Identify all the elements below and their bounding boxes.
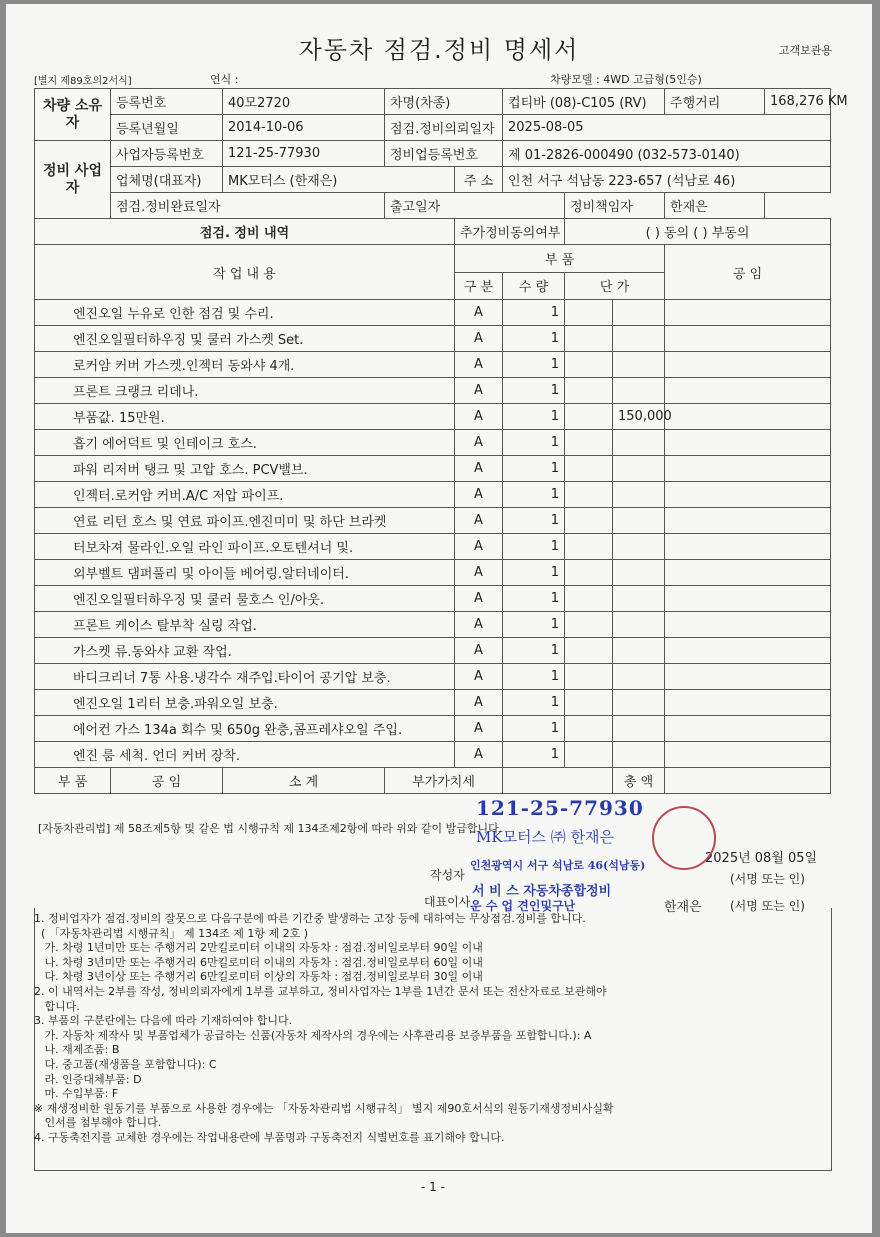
company-value: MK모터스 (한재은) bbox=[223, 167, 455, 193]
item-type: A bbox=[455, 690, 503, 716]
labor-header: 공 임 bbox=[665, 245, 831, 300]
item-qty: 1 bbox=[503, 638, 565, 664]
item-qty: 1 bbox=[503, 664, 565, 690]
address-value: 인천 서구 석남동 223-657 (석남로 46) bbox=[503, 167, 831, 193]
item-qty: 1 bbox=[503, 586, 565, 612]
table-row bbox=[35, 430, 831, 456]
page-number: - 1 - bbox=[421, 1180, 445, 1194]
item-total bbox=[613, 378, 665, 404]
reg-no-label: 등록번호 bbox=[111, 89, 223, 115]
table-row bbox=[35, 586, 831, 612]
item-description: 프론트 크랭크 리데나. bbox=[35, 378, 455, 404]
notes-text: 1. 정비업자가 점검.정비의 잘못으로 다음구분에 따른 기간중 발생하는 고장 등에 대하여는 무상점검.정비를 합니다. ( 「자동차관리법 시행규칙」 제 134조 제 1항 제 2호 ) 가. 차령 1년미만 또는 주행거리 2만킬로미터 이내의 자동차 : 점검.정비일로부터 90일 이내 나. 차령 3년미만 또는 주행거리 6만킬로미터 이내의 자동차 : 점검.정비일로부터 60일 이내 다. 차령 3년이상 또는 주행거리 6만킬로미터 이상의 자동차 : 점검.정비일로부터 30일 이내 2. 이 내역서는 2부를 작성, 정비의뢰자에게 1부를 교부하고, 정비사업자는 1부를 1년간 문서 또는 전산자료로 보관해야 합니다. 3. 부품의 구분란에는 다음에 따라 기재하여야 합니다. 가. 자동차 제작사 및 부품업체가 공급하는 신품(자동차 제작사의 경우에는 사후관리용 보증부품을 포함합니다.): A 나. 재제조품: B 다. 중고품(재생품을 포함합니다): C 라. 인증대체부품: D 마. 수입부품: F ※ 재생정비한 원동기를 부품으로 사용한 경우에는 「자동차관리법 시행규칙」 별지 제90호서식의 원동기재생정비사실확 인서를 첨부해야 합니다. 4. 구동축전지를 교체한 경우에는 작업내용란에 부품명과 구동축전지 식별번호를 표기해야 합니다. bbox=[34, 912, 614, 1144]
item-price bbox=[565, 352, 613, 378]
item-labor bbox=[665, 378, 831, 404]
item-total bbox=[613, 508, 665, 534]
item-price bbox=[565, 716, 613, 742]
item-price bbox=[565, 456, 613, 482]
sum-grand-label: 총 액 bbox=[613, 768, 665, 794]
reg-date-label: 등록년월일 bbox=[111, 115, 223, 141]
rep-label: 대표이사 bbox=[424, 895, 471, 909]
item-description: 엔진오일 1리터 보충.파워오일 보충. bbox=[35, 690, 455, 716]
item-total bbox=[613, 482, 665, 508]
item-type: A bbox=[455, 560, 503, 586]
mileage-label: 주행거리 bbox=[665, 89, 765, 115]
company-seal-icon bbox=[652, 806, 716, 870]
table-row bbox=[35, 482, 831, 508]
item-total bbox=[613, 586, 665, 612]
col-qty-header: 수 량 bbox=[503, 272, 565, 300]
writer-label: 작성자 bbox=[430, 868, 465, 882]
item-price bbox=[565, 430, 613, 456]
item-description: 파워 리저버 탱크 및 고압 호스. PCV밸브. bbox=[35, 456, 455, 482]
manager-label: 정비책임자 bbox=[565, 193, 665, 219]
item-type: A bbox=[455, 378, 503, 404]
item-type: A bbox=[455, 534, 503, 560]
sign-hint-1: (서명 또는 인) bbox=[730, 872, 805, 886]
item-description: 연료 리턴 호스 및 연료 파이프.엔진미미 및 하단 브라켓 bbox=[35, 508, 455, 534]
item-total bbox=[613, 560, 665, 586]
issue-date: 2025년 08월 05일 bbox=[705, 851, 818, 866]
item-type: A bbox=[455, 586, 503, 612]
item-description: 엔진오일필터하우징 및 쿨러 물호스 인/아웃. bbox=[35, 586, 455, 612]
rep-name: 한재은 bbox=[664, 900, 702, 915]
item-total bbox=[613, 352, 665, 378]
item-price bbox=[565, 508, 613, 534]
item-qty: 1 bbox=[503, 508, 565, 534]
item-description: 부품값. 15만원. bbox=[35, 404, 455, 430]
item-description: 흡기 에어덕트 및 인테이크 호스. bbox=[35, 430, 455, 456]
item-qty: 1 bbox=[503, 534, 565, 560]
address-label: 주 소 bbox=[455, 167, 503, 193]
item-price bbox=[565, 612, 613, 638]
item-total bbox=[613, 690, 665, 716]
item-type: A bbox=[455, 326, 503, 352]
item-type: A bbox=[455, 430, 503, 456]
year-label: 연식 : bbox=[210, 73, 239, 86]
car-name-label: 차명(차종) bbox=[385, 89, 503, 115]
stamp-company: MK모터스 ㈜ 한재은 bbox=[476, 828, 615, 846]
item-description: 가스켓 류.동와샤 교환 작업. bbox=[35, 638, 455, 664]
item-price bbox=[565, 378, 613, 404]
table-row bbox=[35, 612, 831, 638]
item-price bbox=[565, 638, 613, 664]
item-total: 150,000 bbox=[613, 404, 665, 430]
manager-value: 한재은 bbox=[665, 193, 765, 219]
item-total bbox=[613, 534, 665, 560]
item-qty: 1 bbox=[503, 378, 565, 404]
copy-tag: 고객보관용 bbox=[778, 44, 832, 57]
parts-header: 부 품 bbox=[455, 245, 665, 273]
stamp-address: 인천광역시 서구 석남로 46(석남동) bbox=[470, 859, 646, 872]
table-row bbox=[35, 378, 831, 404]
request-date-label: 점검.정비의뢰일자 bbox=[385, 115, 503, 141]
item-total bbox=[613, 716, 665, 742]
item-price bbox=[565, 586, 613, 612]
shop-reg-label: 정비업등록번호 bbox=[385, 141, 503, 167]
table-row bbox=[35, 716, 831, 742]
sum-parts-label: 부 품 bbox=[35, 768, 111, 794]
item-labor bbox=[665, 586, 831, 612]
item-type: A bbox=[455, 482, 503, 508]
item-type: A bbox=[455, 742, 503, 768]
item-labor bbox=[665, 534, 831, 560]
item-type: A bbox=[455, 404, 503, 430]
item-labor bbox=[665, 664, 831, 690]
item-type: A bbox=[455, 508, 503, 534]
biz-no-value: 121-25-77930 bbox=[223, 141, 385, 167]
shop-reg-value: 제 01-2826-000490 (032-573-0140) bbox=[503, 141, 831, 167]
item-qty: 1 bbox=[503, 456, 565, 482]
stamp-line-service: 서 비 스 자동차종합정비 bbox=[472, 884, 612, 899]
item-labor bbox=[665, 690, 831, 716]
item-labor bbox=[665, 612, 831, 638]
item-labor bbox=[665, 456, 831, 482]
item-description: 엔진오일 누유로 인한 점검 및 수리. bbox=[35, 300, 455, 326]
item-labor bbox=[665, 638, 831, 664]
inspection-table bbox=[34, 88, 848, 794]
table-row bbox=[35, 664, 831, 690]
form-number: [별지 제89호의2서식] bbox=[34, 76, 132, 87]
item-total bbox=[613, 638, 665, 664]
item-description: 엔진 룸 세척. 언더 커버 장착. bbox=[35, 742, 455, 768]
item-qty: 1 bbox=[503, 482, 565, 508]
done-date-label: 점검.정비완료일자 bbox=[111, 193, 385, 219]
item-type: A bbox=[455, 638, 503, 664]
item-price bbox=[565, 482, 613, 508]
mileage-value: 168,276 KM bbox=[765, 89, 831, 115]
item-type: A bbox=[455, 456, 503, 482]
company-label: 업체명(대표자) bbox=[111, 167, 223, 193]
table-row bbox=[35, 534, 831, 560]
item-price bbox=[565, 404, 613, 430]
table-row bbox=[35, 638, 831, 664]
table-row bbox=[35, 508, 831, 534]
table-row bbox=[35, 742, 831, 768]
item-type: A bbox=[455, 612, 503, 638]
item-total bbox=[613, 326, 665, 352]
item-qty: 1 bbox=[503, 326, 565, 352]
table-row bbox=[35, 404, 831, 430]
item-labor bbox=[665, 300, 831, 326]
item-price bbox=[565, 742, 613, 768]
col-price-header: 단 가 bbox=[565, 272, 665, 300]
consent-options: ( ) 동의 ( ) 부동의 bbox=[565, 219, 831, 245]
item-labor bbox=[665, 560, 831, 586]
item-description: 인젝터.로커암 커버.A/C 저압 파이프. bbox=[35, 482, 455, 508]
item-qty: 1 bbox=[503, 690, 565, 716]
work-content-header: 작 업 내 용 bbox=[35, 245, 455, 300]
item-type: A bbox=[455, 664, 503, 690]
reg-date-value: 2014-10-06 bbox=[223, 115, 385, 141]
table-row bbox=[35, 690, 831, 716]
item-labor bbox=[665, 482, 831, 508]
item-total bbox=[613, 456, 665, 482]
stamp-biz-no: 121-25-77930 bbox=[476, 796, 644, 820]
item-qty: 1 bbox=[503, 612, 565, 638]
item-labor bbox=[665, 716, 831, 742]
request-date-value: 2025-08-05 bbox=[503, 115, 831, 141]
consent-label: 추가정비동의여부 bbox=[455, 219, 565, 245]
item-price bbox=[565, 560, 613, 586]
table-row bbox=[35, 326, 831, 352]
item-total bbox=[613, 742, 665, 768]
release-date-label: 출고일자 bbox=[385, 193, 565, 219]
item-price bbox=[565, 326, 613, 352]
item-qty: 1 bbox=[503, 560, 565, 586]
item-total bbox=[613, 612, 665, 638]
item-description: 바디크리너 7통 사용.냉각수 재주입.타이어 공기압 보충. bbox=[35, 664, 455, 690]
car-name-value: 컵티바 (08)-C105 (RV) bbox=[503, 89, 665, 115]
item-total bbox=[613, 664, 665, 690]
item-labor bbox=[665, 404, 831, 430]
owner-group-label: 차량 소유자 bbox=[35, 89, 111, 141]
item-qty: 1 bbox=[503, 300, 565, 326]
item-type: A bbox=[455, 300, 503, 326]
item-qty: 1 bbox=[503, 742, 565, 768]
legal-statement: [자동차관리법] 제 58조제5항 및 같은 법 시행규칙 제 134조제2항에 따라 위와 같이 발급합니다. bbox=[38, 822, 503, 835]
detail-label: 점검. 정비 내역 bbox=[35, 219, 455, 245]
item-type: A bbox=[455, 352, 503, 378]
sum-labor-label: 공 임 bbox=[111, 768, 223, 794]
biz-no-label: 사업자등록번호 bbox=[111, 141, 223, 167]
item-price bbox=[565, 664, 613, 690]
model-label: 차량모델 : 4WD 고급형(5인승) bbox=[550, 73, 702, 86]
item-qty: 1 bbox=[503, 404, 565, 430]
item-description: 프론트 케이스 탈부착 실링 작업. bbox=[35, 612, 455, 638]
shop-group-label: 정비 사업자 bbox=[35, 141, 111, 219]
item-labor bbox=[665, 508, 831, 534]
item-description: 로커암 커버 가스켓.인젝터 동와샤 4개. bbox=[35, 352, 455, 378]
item-total bbox=[613, 430, 665, 456]
item-labor bbox=[665, 742, 831, 768]
item-total bbox=[613, 300, 665, 326]
col-type-header: 구 분 bbox=[455, 272, 503, 300]
item-qty: 1 bbox=[503, 430, 565, 456]
item-price bbox=[565, 300, 613, 326]
item-qty: 1 bbox=[503, 716, 565, 742]
document-title: 자동차 점검.정비 명세서 bbox=[298, 36, 580, 64]
item-description: 터보차져 물라인.오일 라인 파이프.오토텐셔너 및. bbox=[35, 534, 455, 560]
item-description: 외부벨트 댐퍼풀리 및 아이들 베어링.알터네이터. bbox=[35, 560, 455, 586]
item-price bbox=[565, 690, 613, 716]
items-body bbox=[35, 300, 831, 768]
sign-hint-2: (서명 또는 인) bbox=[730, 899, 805, 913]
table-row bbox=[35, 300, 831, 326]
sum-vat-label: 부가가치세 bbox=[385, 768, 503, 794]
item-labor bbox=[665, 430, 831, 456]
table-row bbox=[35, 560, 831, 586]
item-price bbox=[565, 534, 613, 560]
item-description: 에어컨 가스 134a 회수 및 650g 완충,콤프레샤오일 주입. bbox=[35, 716, 455, 742]
item-qty: 1 bbox=[503, 352, 565, 378]
table-row bbox=[35, 456, 831, 482]
item-labor bbox=[665, 326, 831, 352]
stamp-line-transport: 운 수 업 견인및구난 bbox=[470, 899, 576, 913]
item-description: 엔진오일필터하우징 및 쿨러 가스켓 Set. bbox=[35, 326, 455, 352]
sum-subtotal-label: 소 계 bbox=[223, 768, 385, 794]
item-labor bbox=[665, 352, 831, 378]
table-row bbox=[35, 352, 831, 378]
item-type: A bbox=[455, 716, 503, 742]
reg-no-value: 40모2720 bbox=[223, 89, 385, 115]
